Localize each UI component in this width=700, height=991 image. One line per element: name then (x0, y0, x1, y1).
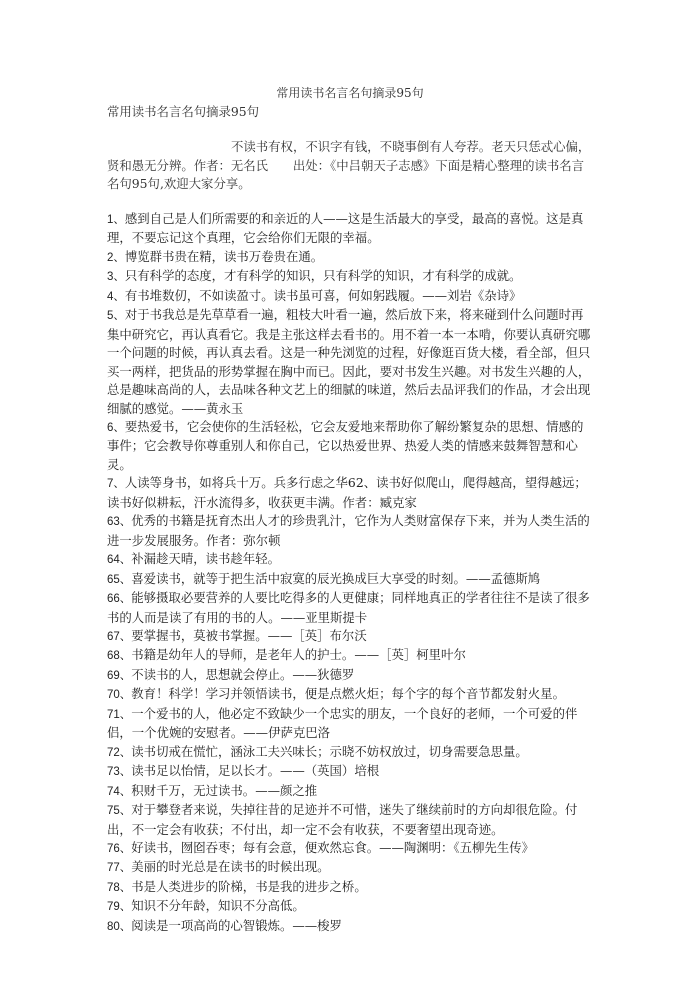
list-item-text: 对于书我总是先草草看一遍，粗枝大叶看一遍，然后放下来，将来碰到什么问题时再集中研究它，再认真看它。我是主张这样去看书的。用不着一本一本啃，你要认真研究哪一个问题的时候，再认真去看。这是一种先浏览的过程，好像逛百货大楼，看全部，但只买一两样，把货品的形势掌握在胸中而已。因此，要对书发生兴趣。对书发生兴趣的人，总是趣味高尚的人，去品味各种文艺上的细腻的味道，然后去品评我们的作品，才会出现细腻的感觉。——黄永玉 (107, 307, 591, 416)
list-item-number: 72、 (107, 746, 132, 759)
list-item-text: 读书切戒在慌忙，涵泳工夫兴味长；示晓不妨权放过，切身需要急思量。 (131, 743, 528, 759)
list-item (107, 782, 595, 801)
list-item-text: 美丽的时光总是在读书的时候出现。 (131, 859, 330, 875)
list-item-number: 6、 (107, 421, 125, 434)
list-item-text: 博览群书贵在精，读书万卷贵在通。 (124, 248, 324, 264)
list-item (107, 705, 595, 743)
list-item-text: 能够摄取必要营养的人要比吃得多的人更健康；同样地真正的学者往往不是读了很多书的人而是读了有用的书的人。——亚里斯提卡 (107, 590, 590, 625)
list-item-text: 要热爱书，它会使你的生活轻松，它会友爱地来帮助你了解纷繁复杂的思想、情感的事件；它会教导你尊重别人和你自己，它以热爱世界、热爱人类的情感来鼓舞智慧和心灵。 (107, 418, 584, 472)
list-item-text: 不读书的人，思想就会停止。——狄德罗 (131, 666, 355, 682)
list-item (107, 743, 595, 762)
list-item (107, 897, 595, 916)
list-item (107, 210, 595, 248)
list-item-number: 75、 (107, 805, 132, 818)
list-item-number: 70、 (107, 689, 132, 702)
list-item (107, 306, 595, 418)
list-item (107, 685, 595, 704)
list-item-text: 好读书，囫囵吞枣；每有会意，便欢然忘食。——陶渊明：《五柳先生传》 (131, 839, 534, 855)
list-item (107, 762, 595, 781)
list-item-text: 只有科学的态度，才有科学的知识，只有科学的知识，才有科学的成就。 (124, 268, 522, 284)
list-item-number: 74、 (107, 785, 132, 798)
list-item (107, 474, 595, 512)
list-item (107, 570, 595, 589)
list-item-text: 积财千万，无过读书。——颜之推 (131, 782, 318, 798)
document-title: 常用读书名言名句摘录95句 (276, 86, 424, 100)
list-item-number: 4、 (107, 290, 125, 303)
quote-list (107, 210, 595, 936)
list-item-text: 人读等身书，如将兵十万。兵多行虑之华62、读书好似爬山，爬得越高，望得越远；读书好似耕耘，汗水流得多，收获更丰满。作者：臧克家 (107, 475, 587, 510)
list-item (107, 666, 595, 685)
list-item (107, 248, 595, 267)
list-item-text: 书是人类进步的阶梯，书是我的进步之桥。 (131, 878, 367, 894)
list-item-text: 要掌握书，莫被书掌握。——［英］布尔沃 (131, 627, 367, 643)
list-item (107, 287, 595, 306)
list-item-number: 67、 (107, 630, 132, 643)
list-item-number: 78、 (107, 881, 132, 894)
list-item (107, 878, 595, 897)
list-item (107, 418, 595, 474)
list-item-number: 76、 (107, 842, 132, 855)
list-item-number: 66、 (107, 593, 132, 606)
list-item-number: 65、 (107, 573, 132, 586)
list-item-number: 69、 (107, 669, 132, 682)
list-item-number: 77、 (107, 862, 132, 875)
list-item-text: 读书足以怡情，足以长才。——（英国）培根 (131, 763, 380, 779)
list-item (107, 589, 595, 627)
list-item-number: 7、 (107, 478, 125, 491)
list-item-number: 64、 (107, 554, 132, 567)
list-item (107, 839, 595, 858)
list-item-text: 对于攀登者来说，失掉往昔的足迹并不可惜，迷失了继续前时的方向却很危险。付出，不一定会有收获；不付出，却一定不会有收获，不要奢望出现奇迹。 (107, 802, 578, 837)
list-item (107, 801, 595, 839)
list-item-text: 教育！科学！学习并领悟读书，便是点燃火炬；每个字的每个音节都发射火星。 (131, 686, 565, 702)
list-item (107, 550, 595, 569)
list-item-text: 补漏趁天晴，读书趁年轻。 (131, 551, 280, 567)
list-item-text: 喜爱读书，就等于把生活中寂寞的辰光换成巨大享受的时刻。——孟德斯鸠 (131, 570, 541, 586)
list-item-text: 感到自己是人们所需要的和亲近的人——这是生活最大的享受，最高的喜悦。这是真理，不要忘记这个真理，它会给你们无限的幸福。 (107, 211, 584, 246)
list-item (107, 646, 595, 665)
list-item (107, 917, 595, 936)
list-item (107, 627, 595, 646)
intro-text: 不读书有权，不识字有钱，不晓事倒有人夸荐。老天只恁忒心偏，贤和愚无分辨。作者：无名氏 出处：《中吕朝天子志感》下面是精心整理的读书名言名句95句,欢迎大家分享。 (107, 139, 591, 191)
list-item-number: 80、 (107, 920, 132, 933)
list-item (107, 267, 595, 286)
list-item-text: 知识不分年龄，知识不分高低。 (131, 898, 305, 914)
list-item-number: 1、 (107, 214, 125, 226)
list-item (107, 858, 595, 877)
list-item-number: 71、 (107, 708, 132, 721)
list-item-number: 3、 (107, 271, 125, 284)
list-item-number: 79、 (107, 901, 132, 914)
list-item-text: 阅读是一项高尚的心智锻炼。——梭罗 (131, 917, 342, 933)
document-subtitle: 常用读书名言名句摘录95句 (107, 104, 260, 119)
list-item-text: 一个爱书的人，他必定不致缺少一个忠实的朋友，一个良好的老师，一个可爱的伴侣，一个优婉的安慰者。——伊萨克巴洛 (107, 705, 578, 741)
list-item-text: 书籍是幼年人的导师，是老年人的护士。——［英］柯里叶尔 (131, 647, 466, 663)
list-item-text: 有书堆数仞，不如读盈寸。读书虽可喜，何如躬践履。——刘岩《杂诗》 (124, 287, 522, 303)
list-item-number: 2、 (107, 251, 125, 264)
list-item-number: 63、 (107, 516, 132, 529)
list-item-number: 73、 (107, 766, 132, 779)
list-item-text: 优秀的书籍是抚育杰出人才的珍贵乳汁，它作为人类财富保存下来，并为人类生活的进一步发展服务。作者：弥尔顿 (107, 513, 590, 548)
intro-paragraph (107, 138, 595, 194)
list-item-number: 5、 (107, 310, 125, 323)
list-item-number: 68、 (107, 650, 132, 663)
list-item (107, 512, 595, 550)
